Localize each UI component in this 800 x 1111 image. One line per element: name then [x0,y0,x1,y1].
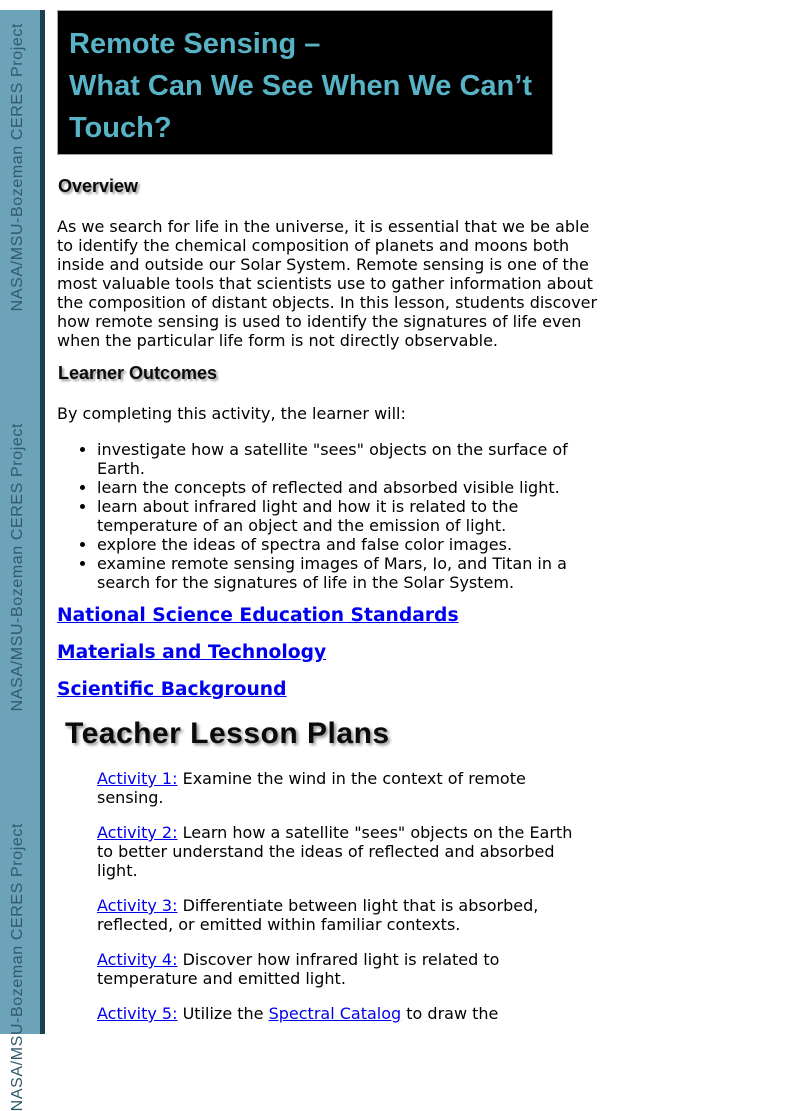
title-line-2: What Can We See When We Can’t [69,70,532,102]
lesson-title-banner-image [57,10,553,155]
learner-outcomes-heading-image: Learner Outcomes [58,363,218,383]
ceres-sidebar-banner [0,10,45,1111]
activity-2-description: Learn how a satellite "sees" objects on the Earth to better understand the ideas of reflected and absorbed light. [97,823,573,880]
activity-3-description: Differentiate between light that is absorbed, reflected, or emitted within familiar contexts. [97,896,539,934]
activity-4-link[interactable]: Activity 4: [97,950,178,969]
activity-4-description: Discover how infrared light is related to temperature and emitted light. [97,950,500,988]
activities-list [97,769,575,1023]
activity-5-row [97,1004,575,1023]
activity-1-row [97,769,575,807]
standards-link[interactable]: National Science Education Standards [57,605,459,626]
activity-5-link[interactable]: Activity 5: [97,1004,178,1023]
overview-heading-image: Overview [58,176,139,196]
outcome-item: • examine remote sensing images of Mars, Io, and Titan in a search for the signatures of life in the Solar System. [97,554,603,592]
outcome-item: • explore the ideas of spectra and false color images. [97,535,603,554]
activity-1-description: Examine the wind in the context of remote sensing. [97,769,526,807]
activity-5-description-before: Utilize the [182,1004,264,1023]
activity-5-description-after: to draw the [406,1004,499,1023]
scientific-background-link[interactable]: Scientific Background [57,679,287,700]
sidebar-vertical-label: NASA/MSU-Bozeman CERES Project [9,423,26,712]
title-line-3: Touch? [69,112,172,144]
overview-paragraph: As we search for life in the universe, it is essential that we be able to identify the chemical composition of planets and moons both inside and outside our Solar System. Remote sensing is one of the most valuable tools that scientists use to gather information about the composition of distant objects. In this lesson, students discover how remote sensing is used to identify the signatures of life even when the particular life form is not directly observable. [57,217,598,350]
activity-3-link[interactable]: Activity 3: [97,896,178,915]
sidebar-vertical-label: NASA/MSU-Bozeman CERES Project [9,23,26,312]
sidebar-vertical-label: NASA/MSU-Bozeman CERES Project [9,823,26,1111]
spectral-catalog-link[interactable]: Spectral Catalog [268,1004,402,1023]
title-line-1: Remote Sensing – [69,28,321,60]
learner-outcomes-intro: By completing this activity, the learner will: [57,404,406,423]
outcome-item: • learn about infrared light and how it is related to the temperature of an object and the emission of light. [97,497,603,535]
materials-technology-link[interactable]: Materials and Technology [57,642,327,663]
teacher-lesson-plans-heading-image: Teacher Lesson Plans [65,717,390,750]
outcome-item: • investigate how a satellite "sees" objects on the surface of Earth. [97,440,603,478]
outcome-item: • learn the concepts of reflected and absorbed visible light. [97,478,603,497]
main-content [57,10,603,1023]
learner-outcomes-list [57,440,603,592]
activity-4-row [97,950,575,988]
activity-2-row [97,823,575,880]
activity-3-row [97,896,575,934]
activity-2-link[interactable]: Activity 2: [97,823,178,842]
activity-1-link[interactable]: Activity 1: [97,769,178,788]
